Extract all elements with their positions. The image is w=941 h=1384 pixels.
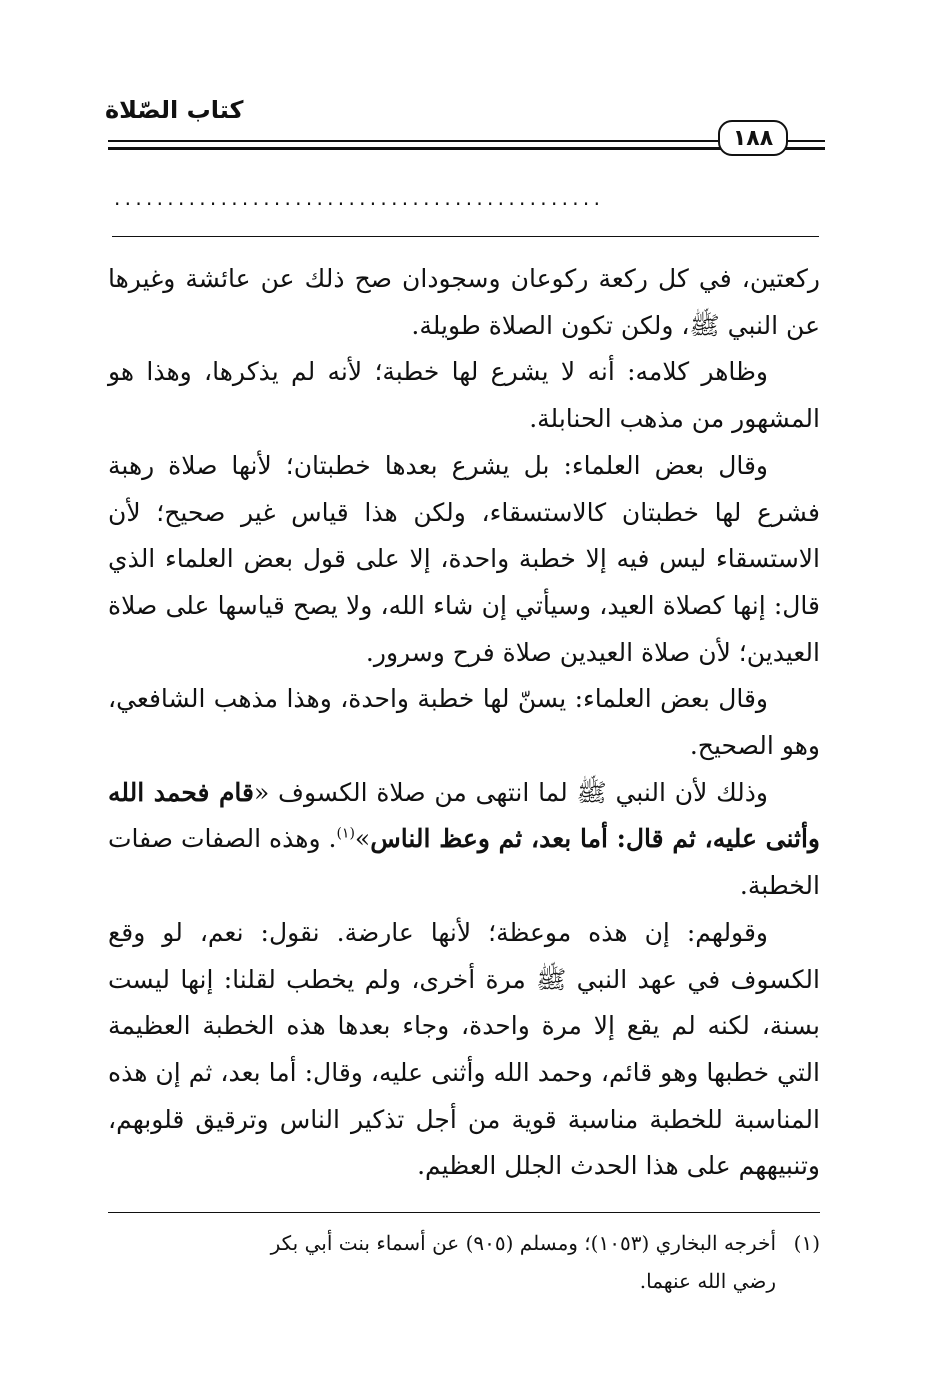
footnote-number: (١) [793, 1231, 820, 1255]
footnote-line [108, 1224, 820, 1262]
footnote-text-continued: رضي الله عنهما. [639, 1269, 776, 1293]
paragraph: وقولهم: إن هذه موعظة؛ لأنها عارضة. نقول: نعم، لو وقع الكسوف في عهد النبي ﷺ مرة أخرى، ولم يخطب لقلنا: إنها ليست بسنة، لكنه لم يقع إلا مرة واحدة، وجاء بعدها هذه الخطبة العظيمة التي خطبها وهو قائم، وحمد الله وأثنى عليه، وقال: أما بعد، ثم إن هذه المناسبة للخطبة مناسبة قوية من أجل تذكير الناس وترقيق قلوبهم، وتنبيههم على هذا الحدث الجلل العظيم. [108, 917, 820, 1181]
paragraph: ركعتين، في كل ركعة ركوعان وسجودان صح ذلك عن عائشة وغيرها عن النبي ﷺ، ولكن تكون الصلاة طويلة. [108, 264, 820, 340]
header-rule-thick [108, 147, 825, 150]
paragraph-text: . وهذه الصفات صفات الخطبة. [108, 824, 820, 901]
paragraph-text: وذلك لأن النبي ﷺ لما انتهى من صلاة الكسوف « [254, 777, 768, 807]
footnote-text: أخرجه البخاري (١٠٥٣)؛ ومسلم (٩٠٥) عن أسماء بنت أبي بكر [270, 1231, 776, 1255]
quote-close: » [354, 824, 371, 854]
footnote [108, 1224, 820, 1300]
footnote-divider [108, 1212, 820, 1213]
paragraph: وظاهر كلامه: أنه لا يشرع لها خطبة؛ لأنه لم يذكرها، وهذا هو المشهور من مذهب الحنابلة. [108, 357, 820, 434]
separator-dots: .............................................. [114, 186, 605, 210]
paragraph: وقال بعض العلماء: يسنّ لها خطبة واحدة، وهذا مذهب الشافعي، وهو الصحيح. [108, 684, 820, 761]
paragraph: وقال بعض العلماء: بل يشرع بعدها خطبتان؛ لأنها صلاة رهبة فشرع لها خطبتان كالاستسقاء، ولكن هذا قياس غير صحيح؛ لأن الاستسقاء ليس فيه إلا خطبة واحدة، إلا على قول بعض العلماء الذي قال: إنها كصلاة العيد، وسيأتي إن شاء الله، ولا يصح قياسها على صلاة العيدين؛ لأن صلاة العيدين صلاة فرح وسرور. [108, 450, 820, 667]
main-text [108, 256, 820, 1190]
running-head-title: كتاب الصّلاة [105, 96, 244, 124]
footnote-reference: (١) [336, 826, 355, 843]
page-number: ١٨٨ [718, 120, 788, 156]
paragraph-hadith [108, 770, 820, 910]
section-divider [112, 236, 819, 237]
hadith-quote: قام فحمد الله وأثنى عليه، ثم قال: أما بعد، ثم وعظ الناس [108, 777, 820, 854]
